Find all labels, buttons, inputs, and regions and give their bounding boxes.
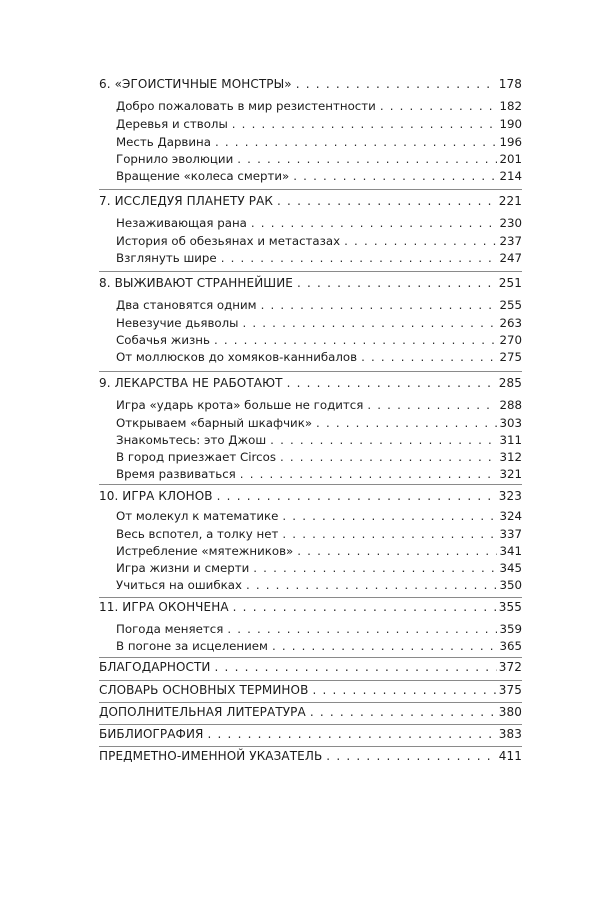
chapter-page: 221 [498, 194, 522, 208]
dot-leader [233, 598, 497, 616]
toc-acknowledgements[interactable] [99, 658, 522, 676]
toc-chapter-8[interactable] [99, 274, 522, 292]
chapter-title: СЛОВАРЬ ОСНОВНЫХ ТЕРМИНОВ [99, 683, 309, 697]
toc-bibliography[interactable] [99, 725, 522, 743]
section-title: Погода меняется [116, 622, 224, 636]
section-page: 365 [499, 639, 522, 653]
toc-section[interactable] [116, 559, 522, 577]
section-title: Взглянуть шире [116, 251, 217, 265]
toc-section[interactable] [116, 133, 522, 151]
toc-section[interactable] [116, 525, 522, 543]
chapter-page: 323 [498, 489, 522, 503]
dot-leader [293, 167, 497, 185]
chapter-title: 6. «ЭГОИСТИЧНЫЕ МОНСТРЫ» [99, 77, 292, 91]
section-title: Два становятся одним [116, 298, 257, 312]
dot-leader [240, 465, 498, 483]
section-page: 324 [499, 509, 522, 523]
section-page: 263 [499, 316, 522, 330]
section-page: 214 [499, 169, 522, 183]
chapter-divider [99, 371, 522, 372]
section-title: Деревья и стволы [116, 117, 228, 131]
chapter-title: 7. ИССЛЕДУЯ ПЛАНЕТУ РАК [99, 194, 274, 208]
toc-chapter-10[interactable] [99, 487, 522, 505]
section-title: Добро пожаловать в мир резистентности [116, 99, 376, 113]
section-page: 311 [499, 433, 522, 447]
section-page: 237 [499, 234, 522, 248]
section-title: Вращение «колеса смерти» [116, 169, 290, 183]
chapter-title: 9. ЛЕКАРСТВА НЕ РАБОТАЮТ [99, 376, 283, 390]
dot-leader [367, 396, 497, 414]
section-page: 341 [499, 544, 522, 558]
toc-section[interactable] [116, 576, 522, 594]
toc-section[interactable] [116, 620, 522, 638]
chapter-page: 383 [498, 727, 522, 741]
toc-section[interactable] [116, 507, 522, 525]
section-page: 350 [499, 578, 522, 592]
dot-leader [270, 431, 497, 449]
section-title: В погоне за исцелением [116, 639, 268, 653]
toc-section[interactable] [116, 637, 522, 655]
section-page: 288 [499, 398, 522, 412]
chapter-title: ПРЕДМЕТНО-ИМЕННОЙ УКАЗАТЕЛЬ [99, 749, 323, 763]
section-page: 196 [499, 135, 522, 149]
chapter-page: 380 [498, 705, 522, 719]
chapter-page: 372 [498, 660, 522, 674]
dot-leader [221, 249, 498, 267]
dot-leader [261, 296, 498, 314]
dot-leader [297, 542, 497, 560]
dot-leader [237, 150, 497, 168]
dot-leader [214, 331, 498, 349]
dot-leader [361, 348, 497, 366]
dot-leader [312, 681, 496, 699]
chapter-divider [99, 189, 522, 190]
chapter-divider [99, 484, 522, 485]
section-title: Игра «ударь крота» больше не годится [116, 398, 364, 412]
section-page: 182 [499, 99, 522, 113]
section-title: В город приезжает Circos [116, 450, 276, 464]
dot-leader [287, 374, 497, 392]
dot-leader [297, 274, 497, 292]
toc-section[interactable] [116, 115, 522, 133]
dot-leader [251, 214, 498, 232]
section-title: От молекул к математике [116, 509, 279, 523]
section-title: Собачья жизнь [116, 333, 210, 347]
section-title: Учиться на ошибках [116, 578, 242, 592]
dot-leader [217, 487, 497, 505]
toc-section[interactable] [116, 314, 522, 332]
toc-index[interactable] [99, 747, 522, 765]
toc-section[interactable] [116, 232, 522, 250]
section-title: Весь вспотел, а толку нет [116, 527, 279, 541]
toc-section[interactable] [116, 414, 522, 432]
toc-chapter-6[interactable] [99, 75, 522, 93]
chapter-title: 11. ИГРА ОКОНЧЕНА [99, 600, 229, 614]
section-title: Время развиваться [116, 467, 236, 481]
toc-section[interactable] [116, 396, 522, 414]
section-page: 201 [499, 152, 522, 166]
dot-leader [316, 414, 497, 432]
chapter-page: 178 [498, 77, 522, 91]
chapter-title: БЛАГОДАРНОСТИ [99, 660, 211, 674]
dot-leader [344, 232, 497, 250]
dot-leader [277, 192, 497, 210]
dot-leader [253, 559, 497, 577]
toc-section[interactable] [116, 465, 522, 483]
section-page: 270 [499, 333, 522, 347]
dot-leader [282, 507, 497, 525]
chapter-title: ДОПОЛНИТЕЛЬНАЯ ЛИТЕРАТУРА [99, 705, 306, 719]
section-page: 312 [499, 450, 522, 464]
section-page: 303 [499, 416, 522, 430]
section-title: Месть Дарвина [116, 135, 211, 149]
dot-leader [215, 133, 497, 151]
dot-leader [280, 448, 498, 466]
chapter-page: 375 [498, 683, 522, 697]
toc-glossary[interactable] [99, 681, 522, 699]
section-title: Горнило эволюции [116, 152, 234, 166]
dot-leader [296, 75, 497, 93]
section-title: Знакомьтесь: это Джош [116, 433, 267, 447]
toc-section[interactable] [116, 448, 522, 466]
dot-leader [227, 620, 497, 638]
dot-leader [215, 658, 497, 676]
section-title: Истребление «мятежников» [116, 544, 294, 558]
section-page: 321 [499, 467, 522, 481]
section-page: 345 [499, 561, 522, 575]
dot-leader [310, 703, 497, 721]
dot-leader [282, 525, 497, 543]
dot-leader [246, 576, 498, 594]
toc-section[interactable] [116, 167, 522, 185]
toc-further-reading[interactable] [99, 703, 522, 721]
toc-section[interactable] [116, 296, 522, 314]
dot-leader [326, 747, 496, 765]
dot-leader [242, 314, 497, 332]
chapter-page: 251 [498, 276, 522, 290]
chapter-page: 355 [498, 600, 522, 614]
section-title: Незаживающая рана [116, 216, 247, 230]
toc-section[interactable] [116, 249, 522, 267]
chapter-title: 8. ВЫЖИВАЮТ СТРАННЕЙШИЕ [99, 276, 293, 290]
section-page: 190 [499, 117, 522, 131]
chapter-title: 10. ИГРА КЛОНОВ [99, 489, 213, 503]
section-page: 230 [499, 216, 522, 230]
section-page: 359 [499, 622, 522, 636]
section-title: Невезучие дьяволы [116, 316, 239, 330]
section-title: История об обезьянах и метастазах [116, 234, 341, 248]
section-page: 255 [499, 298, 522, 312]
toc-section[interactable] [116, 214, 522, 232]
toc-chapter-7[interactable] [99, 192, 522, 210]
dot-leader [232, 115, 498, 133]
toc-chapter-9[interactable] [99, 374, 522, 392]
toc-section[interactable] [116, 150, 522, 168]
chapter-divider [99, 271, 522, 272]
section-title: Игра жизни и смерти [116, 561, 250, 575]
toc-section[interactable] [116, 542, 522, 560]
section-page: 337 [499, 527, 522, 541]
chapter-title: БИБЛИОГРАФИЯ [99, 727, 204, 741]
toc-section[interactable] [116, 97, 522, 115]
toc-chapter-11[interactable] [99, 598, 522, 616]
toc-section[interactable] [116, 331, 522, 349]
dot-leader [272, 637, 498, 655]
dot-leader [380, 97, 498, 115]
chapter-page: 411 [498, 749, 522, 763]
section-page: 247 [499, 251, 522, 265]
dot-leader [208, 725, 497, 743]
section-title: Открываем «барный шкафчик» [116, 416, 313, 430]
toc-section[interactable] [116, 348, 522, 366]
chapter-page: 285 [498, 376, 522, 390]
section-page: 275 [499, 350, 522, 364]
section-title: От моллюсков до хомяков-каннибалов [116, 350, 358, 364]
toc-section[interactable] [116, 431, 522, 449]
